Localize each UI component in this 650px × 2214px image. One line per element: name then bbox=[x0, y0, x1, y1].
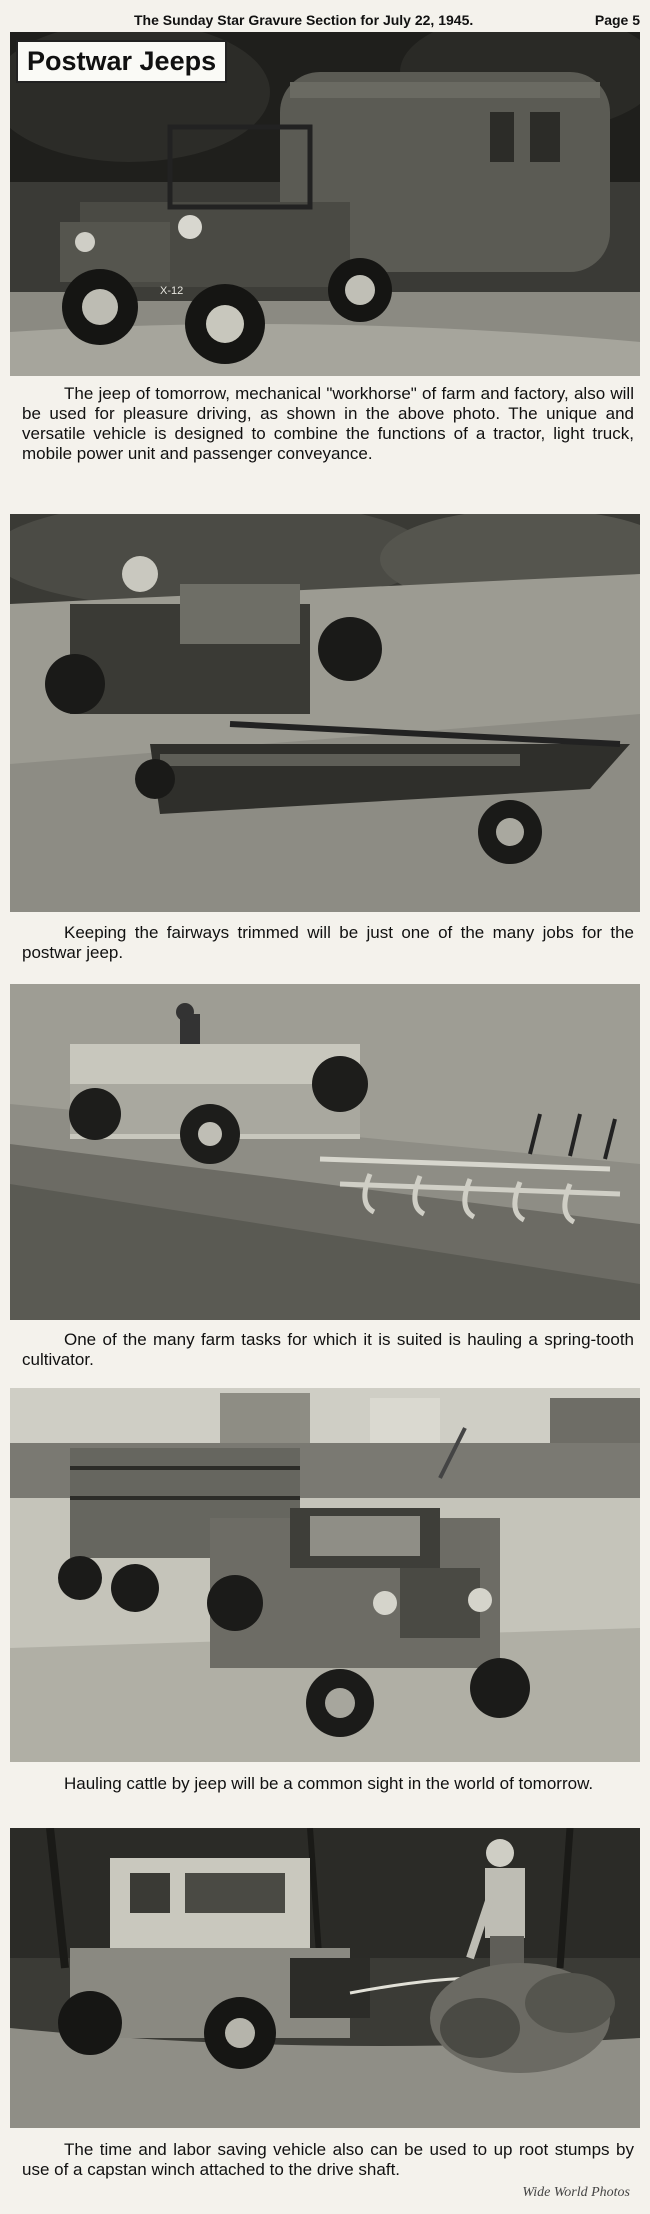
photo-jeep-stump-winch bbox=[10, 1828, 640, 2128]
caption-4: Hauling cattle by jeep will be a common sight in the world of tomorrow. bbox=[64, 1774, 594, 1793]
caption-5: The time and labor saving vehicle also can be used to up root stumps by use of a capstan winch attached to the drive shaft. bbox=[22, 2140, 634, 2179]
photo-jeep-cattle-trailer bbox=[10, 1388, 640, 1762]
masthead bbox=[0, 0, 650, 32]
masthead-title: The Sunday Star Gravure Section for July 22, 1945. bbox=[134, 12, 474, 28]
caption-3: One of the many farm tasks for which it is suited is hauling a spring-tooth cultivator. bbox=[22, 1330, 634, 1369]
photo-credit: Wide World Photos bbox=[522, 2185, 630, 2200]
photo-jeep-mower bbox=[10, 514, 640, 912]
page-title: Postwar Jeeps bbox=[16, 40, 227, 83]
license-plate: X-12 bbox=[160, 285, 184, 297]
caption-2: Keeping the fairways trimmed will be just one of the many jobs for the postwar jeep. bbox=[22, 923, 634, 962]
photo-jeep-cultivator bbox=[10, 984, 640, 1320]
caption-1: The jeep of tomorrow, mechanical "workhorse" of farm and factory, also will be used for pleasure driving, as shown in the above photo. The unique and versatile vehicle is designed to combine the functions of a tractor, light truck, mobile power unit and passenger conveyance. bbox=[22, 384, 634, 463]
page-number: Page 5 bbox=[594, 12, 640, 28]
photo-jeep-trailer bbox=[10, 32, 640, 376]
